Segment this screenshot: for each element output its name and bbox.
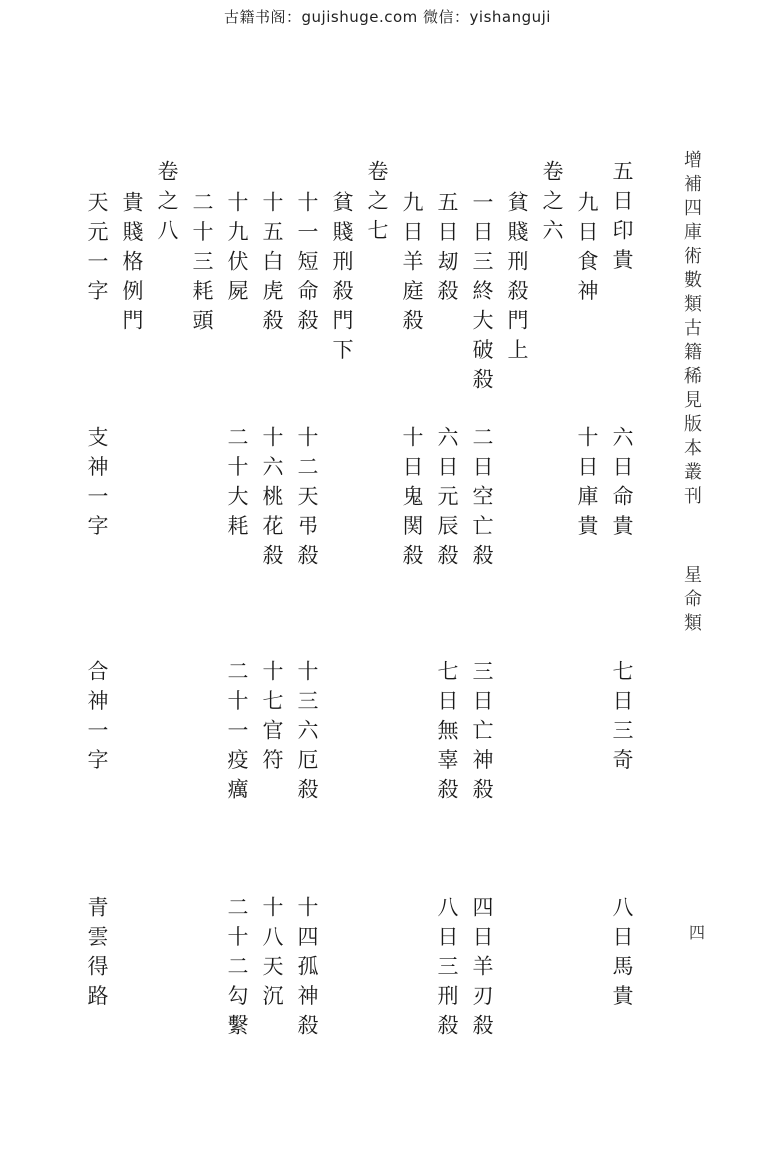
entry: 十九伏屍	[225, 191, 249, 309]
series-title: 增補四庫術數類古籍稀見版本叢刊	[681, 150, 702, 510]
entry: 七日三奇	[610, 660, 634, 778]
entry: 六日命貴	[610, 426, 634, 544]
entry: 二十二勾繫	[225, 896, 249, 1044]
chapter-heading: 卷之七	[365, 160, 389, 249]
entry: 一日三終大破殺	[470, 191, 494, 398]
entry: 二十一疫癘	[225, 660, 249, 808]
entry: 十日庫貴	[575, 426, 599, 544]
category-label: 星命類	[681, 565, 702, 637]
entry: 青雲得路	[85, 896, 109, 1014]
entry: 五日刼殺	[435, 191, 459, 309]
section-heading: 貧賤刑殺門上	[505, 191, 529, 368]
watermark-text: 古籍书阁：gujishuge.com 微信：yishanguji	[224, 8, 551, 26]
entry: 合神一字	[85, 660, 109, 778]
entry: 十一短命殺	[295, 191, 319, 339]
entry: 六日元辰殺	[435, 426, 459, 574]
entry: 十八天沉	[260, 896, 284, 1014]
entry: 九日食神	[575, 191, 599, 309]
entry: 十四孤神殺	[295, 896, 319, 1044]
entry: 四日羊刃殺	[470, 896, 494, 1044]
entry: 十日鬼関殺	[400, 426, 424, 574]
entry: 八日馬貴	[610, 896, 634, 1014]
entry: 十三六厄殺	[295, 660, 319, 808]
entry: 三日亡神殺	[470, 660, 494, 808]
entry: 十六桃花殺	[260, 426, 284, 574]
entry: 二十大耗	[225, 426, 249, 544]
entry: 十五白虎殺	[260, 191, 284, 339]
entry: 十二天弔殺	[295, 426, 319, 574]
section-heading: 貴賤格例門	[120, 191, 144, 339]
entry: 八日三刑殺	[435, 896, 459, 1044]
chapter-heading: 卷之八	[155, 160, 179, 249]
chapter-heading: 卷之六	[540, 160, 564, 249]
entry: 九日羊庭殺	[400, 191, 424, 339]
entry: 二日空亡殺	[470, 426, 494, 574]
entry: 十七官符	[260, 660, 284, 778]
section-heading: 貧賤刑殺門下	[330, 191, 354, 368]
entry: 支神一字	[85, 426, 109, 544]
page-number: 四	[689, 923, 706, 942]
entry: 二十三耗頭	[190, 191, 214, 339]
entry: 七日無辜殺	[435, 660, 459, 808]
entry: 天元一字	[85, 191, 109, 309]
entry: 五日印貴	[610, 160, 634, 278]
